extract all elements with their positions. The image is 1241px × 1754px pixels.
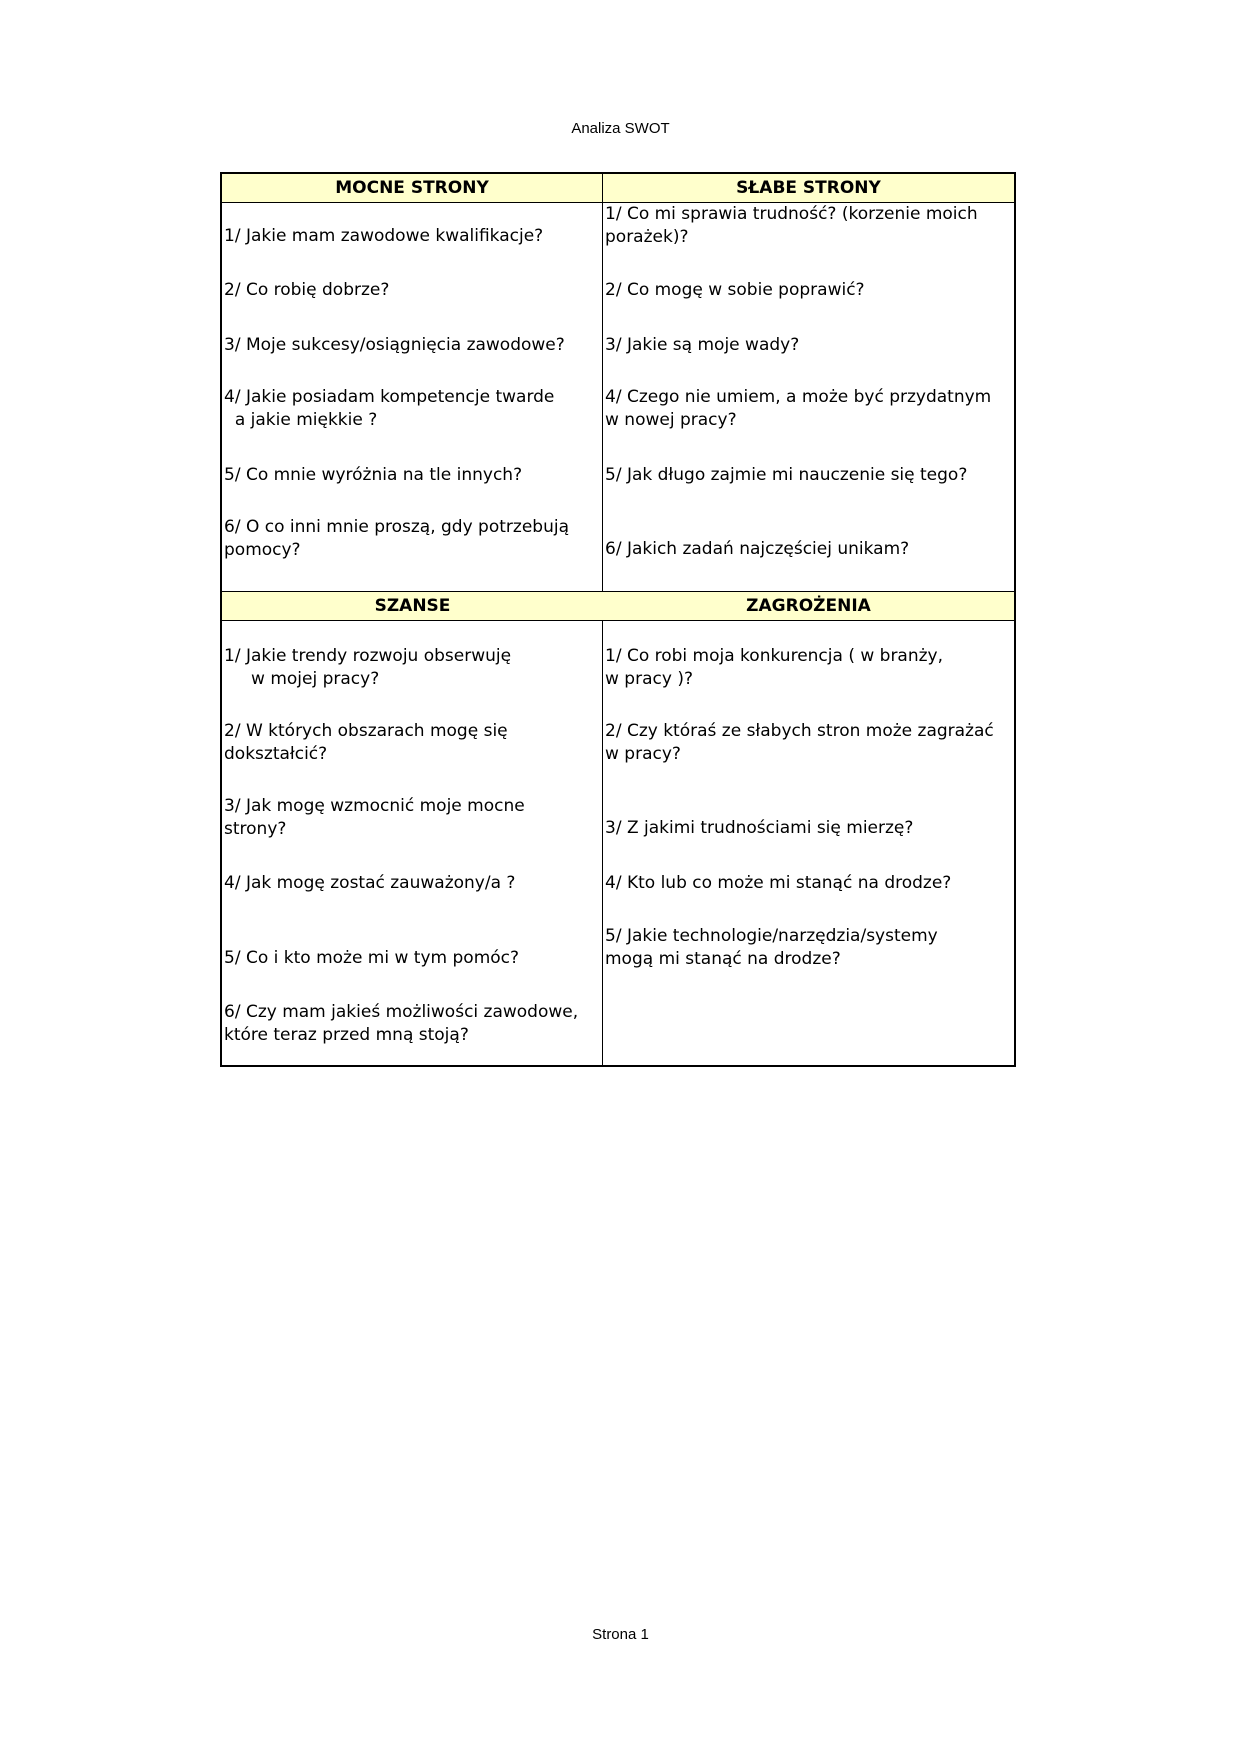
threats-item: 1/ Co robi moja konkurencja ( w branży, w pracy )? xyxy=(605,646,944,689)
threats-item: 4/ Kto lub co może mi stanąć na drodze? xyxy=(605,873,952,893)
threats-cell xyxy=(603,621,1014,1065)
opportunities-cell xyxy=(222,621,603,1065)
threats-item: 3/ Z jakimi trudnościami się mierzę? xyxy=(605,818,914,838)
opportunities-item: 5/ Co i kto może mi w tym pomóc? xyxy=(224,948,520,968)
weaknesses-item: 3/ Jakie są moje wady? xyxy=(605,335,800,355)
swot-header-row-top xyxy=(222,174,1014,203)
weaknesses-item: 2/ Co mogę w sobie poprawić? xyxy=(605,280,865,300)
page-footer-number: Strona 1 xyxy=(592,1626,649,1643)
swot-body-row-bottom xyxy=(222,621,1014,1065)
opportunities-item: 1/ Jakie trendy rozwoju obserwuję w mojej pracy? xyxy=(224,646,512,689)
strengths-item: 5/ Co mnie wyróżnia na tle innych? xyxy=(224,465,523,485)
weaknesses-item: 4/ Czego nie umiem, a może być przydatnym w nowej pracy? xyxy=(605,387,992,430)
opportunities-item: 6/ Czy mam jakieś możliwości zawodowe, które teraz przed mną stoją? xyxy=(224,1002,579,1045)
weaknesses-cell xyxy=(603,203,1014,591)
weaknesses-item: 6/ Jakich zadań najczęściej unikam? xyxy=(605,539,910,559)
threats-item: 5/ Jakie technologie/narzędzia/systemy mogą mi stanąć na drodze? xyxy=(605,926,938,969)
weaknesses-heading: SŁABE STRONY xyxy=(736,178,881,198)
page-header-title: Analiza SWOT xyxy=(571,120,670,137)
threats-item: 2/ Czy któraś ze słabych stron może zagrażać w pracy? xyxy=(605,721,994,764)
strengths-cell xyxy=(222,203,603,591)
swot-body-row-top xyxy=(222,203,1014,591)
opportunities-item: 4/ Jak mogę zostać zauważony/a ? xyxy=(224,873,516,893)
opportunities-item: 3/ Jak mogę wzmocnić moje mocne strony? xyxy=(224,796,525,839)
opportunities-item: 2/ W których obszarach mogę się dokształcić? xyxy=(224,721,508,764)
strengths-item: 6/ O co inni mnie proszą, gdy potrzebują pomocy? xyxy=(224,517,569,560)
swot-table xyxy=(220,172,1016,1067)
strengths-item: 4/ Jakie posiadam kompetencje twarde a jakie miękkie ? xyxy=(224,387,555,430)
strengths-item: 2/ Co robię dobrze? xyxy=(224,280,390,300)
swot-header-row-bottom xyxy=(222,591,1014,621)
opportunities-heading: SZANSE xyxy=(374,596,451,616)
weaknesses-item: 1/ Co mi sprawia trudność? (korzenie moich porażek)? xyxy=(605,204,978,247)
weaknesses-item: 5/ Jak długo zajmie mi nauczenie się tego? xyxy=(605,465,968,485)
strengths-heading: MOCNE STRONY xyxy=(222,174,603,202)
strengths-item: 3/ Moje sukcesy/osiągnięcia zawodowe? xyxy=(224,335,565,355)
strengths-item: 1/ Jakie mam zawodowe kwalifikacje? xyxy=(224,226,544,246)
threats-heading: ZAGROŻENIA xyxy=(746,596,871,616)
